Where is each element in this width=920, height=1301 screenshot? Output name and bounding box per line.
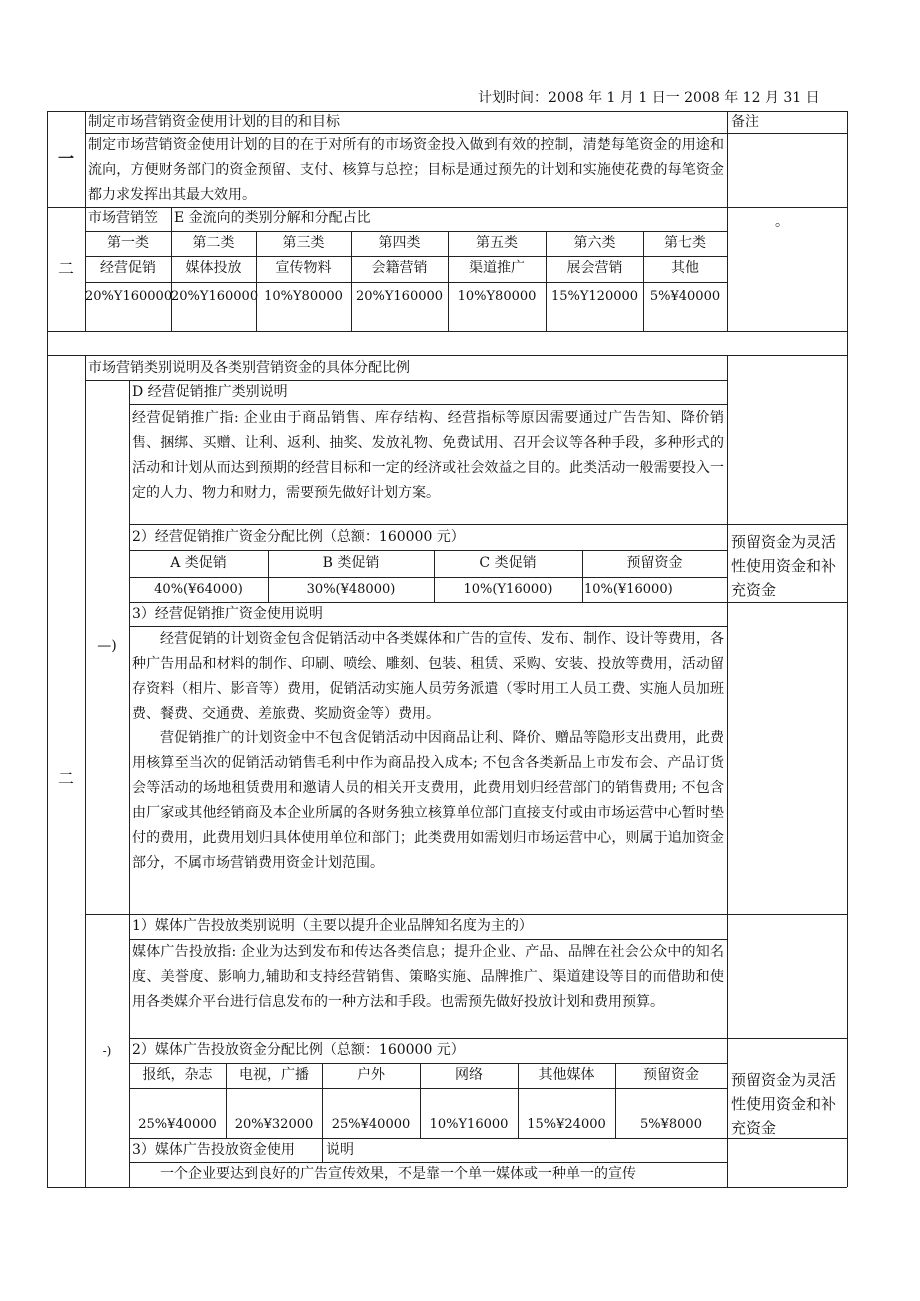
section-title: 制定市场营销资金使用计划的目的和目标 — [88, 114, 340, 130]
section-number: 二 — [57, 259, 74, 278]
category-name: 展会营销 — [566, 260, 623, 276]
category-name: 其他 — [671, 260, 699, 276]
media-value: 20%¥32000 — [234, 1117, 314, 1132]
media-value: 25%¥40000 — [331, 1117, 411, 1132]
subsection-heading: 2）媒体广告投放资金分配比例（总额：160000 元） — [132, 1042, 465, 1058]
subsection-heading: 3）媒体广告投放资金使用 — [132, 1142, 295, 1158]
subsection-paragraph: 经营促销推广指: 企业由于商品销售、库存结构、经营指标等原因需要通过广告告知、降价销售、捆绑、买赠、让利、返利、抽奖、发放礼物、免费试用、召开会议等各种手段，多种形式的活动和计划从而达到预期的经营目标和一定的经济或社会效益之目的。此类活动一般需要投入一定的人力、物力和财力，需要预先做好计划方案。 — [132, 410, 724, 501]
media-value: 15%¥24000 — [527, 1117, 606, 1132]
subsection-paragraph: 营促销推广的计划资金中不包含促销活动中因商品让利、降价、赠品等隐形支出费用，此费用核算至当次的促销活动销售毛利中作为商品投入成本; 不包含各类新品上市发布会、产品订货会等活动的场地租赁费用和邀请人员的相关开支费用，此费用划归经营部门的销售费用; 不包含由厂家或其他经销商及本企业所属的各财务独立核算单位部门直接支付或由市场运营中心暂时垫付的费用，此费用划归具体使用单位和部门；此类费用如需划归市场运营中心，则属于追加资金部分，不属市场营销费用资金计划范围。 — [132, 730, 724, 871]
category-name: 渠道推广 — [469, 260, 525, 276]
category-label: 第六类 — [573, 235, 616, 251]
category-allocation: 20%Y160000 — [355, 289, 444, 304]
remark-note: 预留资金为灵活性使用资金和补充资金 — [731, 533, 837, 599]
subsection-paragraph: 经营促销的计划资金包含促销活动中各类媒体和广告的宣传、发布、制作、设计等费用，各种广告用品和材料的制作、印刷、喷绘、雕刻、包装、租赁、采购、安装、投放等费用，活动留存资料（相片、影音等）费用，促销活动实施人员劳务派遣（零时用工人员工费、实施人员加班费、餐费、交通费、差旅费、奖励资金等）费用。 — [132, 631, 724, 722]
remark-mark: 。 — [775, 214, 789, 230]
media-type: 报纸，杂志 — [142, 1067, 213, 1083]
media-type: 户外 — [357, 1067, 385, 1083]
category-label: 第一类 — [107, 235, 149, 251]
category-label: 第三类 — [282, 235, 325, 251]
section-title-left: 市场营销笠 — [88, 210, 158, 226]
category-name: 会籍营销 — [371, 260, 428, 276]
promotion-value: 10%(¥16000) — [584, 582, 673, 597]
category-name: 宣传物料 — [275, 260, 332, 276]
media-value: 25%¥40000 — [138, 1117, 217, 1132]
category-allocation: 20%Y160000 — [85, 289, 173, 304]
category-allocation: 15%Y120000 — [550, 289, 639, 304]
plan-time: 计划时间：2008 年 1 月 1 日一 2008 年 12 月 31 日 — [478, 90, 820, 106]
category-allocation: 20%Y160000 — [171, 289, 259, 304]
subsection-paragraph: 媒体广告投放指: 企业为达到发布和传达各类信息；提升企业、产品、品牌在社会公众中的知名度、美誉度、影响力,辅助和支持经营销售、策略实施、品牌推广、渠道建设等目的而借助和使用各类媒介平台进行信息发布的一种方法和手段。也需预先做好投放计划和费用预算。 — [132, 944, 724, 1010]
category-allocation: 5%¥40000 — [649, 289, 721, 304]
promotion-value: 30%(¥48000) — [306, 582, 396, 597]
subsection-heading-suffix: 说明 — [326, 1142, 354, 1158]
section-body: 制定市场营销资金使用计划的目的在于对所有的市场资金投入做到有效的控制，清楚每笔资金的用途和流向，方便财务部门的资金预留、支付、核算与总控；目标是通过预先的计划和实施使花费的每笔资金都力求发挥出其最大效用。 — [88, 137, 724, 203]
promotion-type: 预留资金 — [626, 555, 683, 571]
promotion-type: A 类促销 — [170, 555, 227, 571]
promotion-type: B 类促销 — [322, 555, 380, 571]
subsection-number: -) — [102, 1044, 112, 1058]
subsection-paragraph: 一个企业要达到良好的广告宣传效果，不是靠一个单一媒体或一种单一的宣传 — [160, 1166, 636, 1182]
subsection-heading: 2）经营促销推广资金分配比例（总额：160000 元） — [132, 529, 465, 545]
category-label: 第七类 — [664, 235, 706, 251]
media-type: 网络 — [455, 1067, 483, 1083]
media-value: 5%¥8000 — [640, 1117, 702, 1132]
subsection-number: —) — [97, 638, 117, 654]
category-name: 经营促销 — [100, 260, 156, 276]
media-type: 预留资金 — [643, 1067, 699, 1083]
section-title-right: E 金流向的类别分解和分配占比 — [174, 210, 371, 226]
media-type: 其他媒体 — [538, 1067, 595, 1083]
category-allocation: 10%Y80000 — [264, 289, 343, 304]
promotion-type: C 类促销 — [479, 555, 537, 571]
category-label: 第四类 — [378, 235, 421, 251]
remark-header: 备注 — [731, 114, 759, 130]
media-value: 10%Y16000 — [429, 1117, 509, 1132]
category-label: 第五类 — [476, 235, 518, 251]
remark-note: 预留资金为灵活性使用资金和补充资金 — [731, 1071, 837, 1137]
section-number: 一 — [57, 149, 74, 168]
category-label: 第二类 — [192, 235, 235, 251]
category-allocation: 10%Y80000 — [457, 289, 537, 304]
promotion-value: 40%(¥64000) — [154, 582, 243, 597]
media-type: 电视，广播 — [239, 1067, 309, 1083]
subsection-heading: D 经营促销推广类别说明 — [132, 384, 288, 400]
category-name: 媒体投放 — [185, 260, 242, 276]
subsection-heading: 3）经营促销推广资金使用说明 — [132, 606, 323, 622]
subsection-heading: 1）媒体广告投放类别说明（主要以提升企业品牌知名度为主的） — [132, 918, 533, 934]
promotion-value: 10%(Y16000) — [463, 582, 553, 597]
section-title: 市场营销类别说明及各类别营销资金的具体分配比例 — [88, 360, 410, 376]
section-number: 二 — [57, 769, 74, 788]
